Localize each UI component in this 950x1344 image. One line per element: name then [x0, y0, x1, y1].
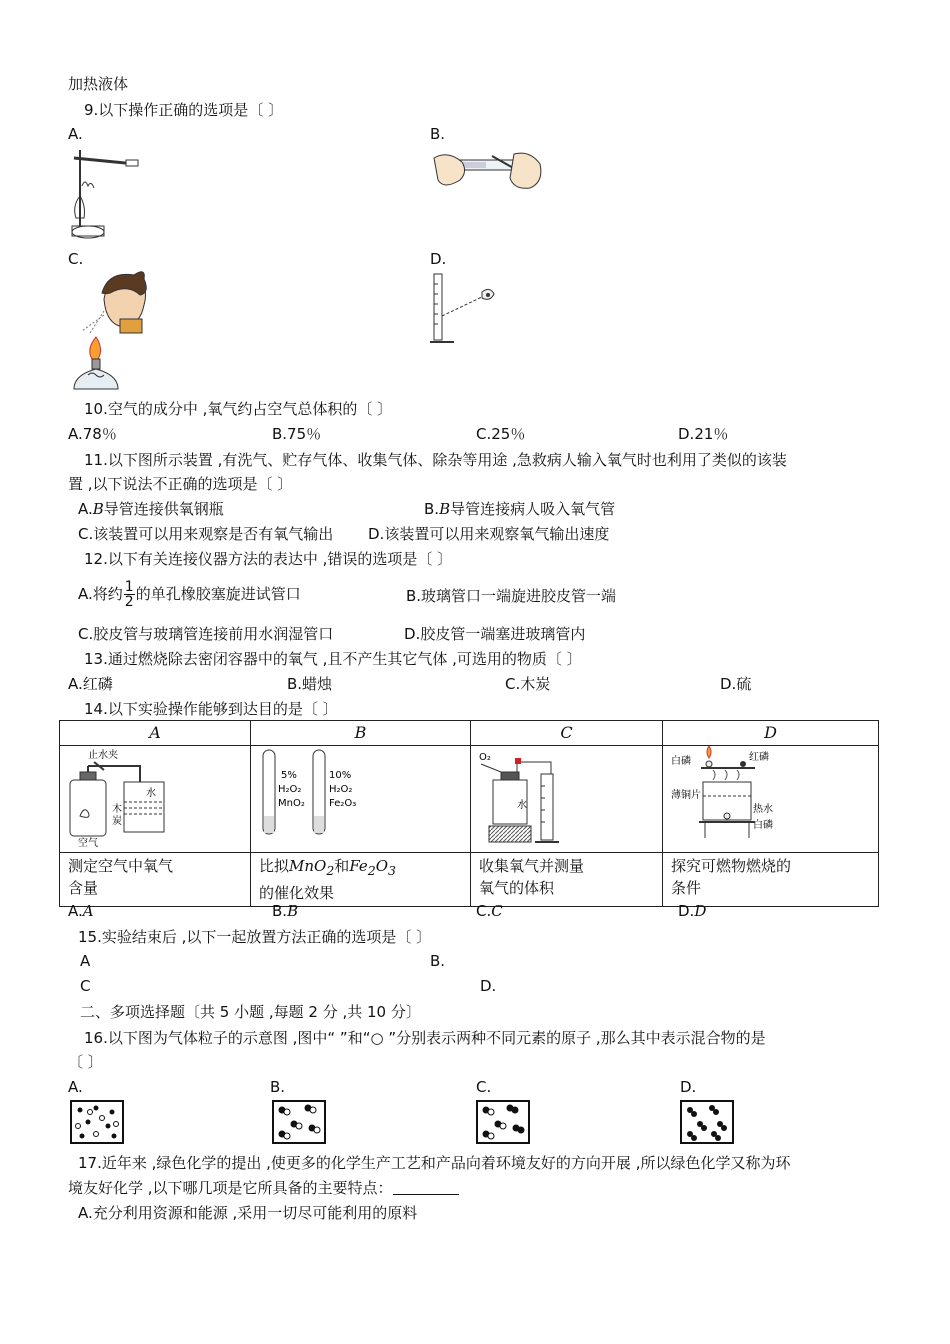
q14-d-white-phosphorus-label-2: 白磷: [753, 820, 773, 831]
q9-option-d-label: D.: [430, 250, 447, 268]
q16-option-d-label: D.: [680, 1078, 697, 1096]
q10-option-d: D.21％: [678, 425, 729, 443]
q14-b-h2o2-label-1: H₂O₂: [278, 784, 302, 795]
q14-table: [59, 720, 879, 907]
q14-b-pct-1: 5%: [281, 770, 297, 781]
q14-a-char-label-2: 炭: [112, 816, 122, 827]
q16-option-b-label: B.: [270, 1078, 286, 1096]
q13-stem: 13.通过燃烧除去密闭容器中的氧气 ,且不产生其它气体 ,可选用的物质〔 〕: [84, 650, 582, 668]
q14-b-fe2o3-label: Fe₂O₃: [329, 798, 357, 809]
q9-option-c-label: C.: [68, 250, 84, 268]
q14-b-mno2-label: MnO₂: [278, 798, 305, 809]
q14-c-water-label: 水: [517, 800, 527, 811]
q17-stem-line2: 境友好化学 ,以下哪几项是它所具备的主要特点：: [68, 1178, 459, 1198]
q14-desc-c: 收集氧气并测量 氧气的体积: [471, 853, 663, 907]
q15-option-b: B.: [430, 952, 446, 970]
q12-option-b: B.玻璃管口一端旋进胶皮管一端: [406, 587, 617, 605]
q12-stem: 12.以下有关连接仪器方法的表达中 ,错误的选项是〔 〕: [84, 550, 453, 568]
q14-stem: 14.以下实验操作能够到达目的是〔 〕: [84, 700, 338, 718]
q14-header-b: B: [251, 721, 471, 746]
q11-option-c: C.该装置可以用来观察是否有氧气输出: [78, 525, 334, 543]
q14-a-figure-oxygen-measure: [60, 746, 250, 848]
q9-c-figure-blow-out-lamp: [68, 271, 150, 391]
q15-option-d: D.: [480, 977, 497, 995]
q14-b-pct-2: 10%: [329, 770, 352, 781]
q14-option-c: C.C: [476, 902, 503, 920]
q9-stem: 9.以下操作正确的选项是〔 〕: [84, 101, 284, 119]
q14-a-air-label: 空气: [78, 838, 98, 848]
q16-c-particle-box: [476, 1100, 530, 1144]
q9-b-figure-test-tube-hands: [432, 148, 544, 198]
q9-option-b-label: B.: [430, 125, 446, 143]
q17-stem-line1: 17.近年来 ,绿色化学的提出 ,使更多的化学生产工艺和产品向着环境友好的方向开展 ,所以绿色化学又称为环: [78, 1154, 791, 1172]
q15-stem: 15.实验结束后 ,以下一起放置方法正确的选项是〔 〕: [78, 928, 432, 946]
q10-option-a: A.78％: [68, 425, 117, 443]
q14-d-figure-combustion: [663, 746, 878, 848]
q11-stem-line1: 11.以下图所示装置 ,有洗气、贮存气体、收集气体、除杂等用途 ,急救病人输入氧气时也利用了类似的该装: [84, 451, 787, 469]
q14-option-b: B.B: [272, 902, 299, 920]
q12-fraction: $\frac{1}{2}$: [124, 579, 134, 610]
q14-figure-cell-b: [251, 746, 471, 853]
q15-option-c: C: [80, 977, 91, 995]
q14-d-red-phosphorus-label: 红磷: [749, 752, 769, 763]
q14-c-figure-collect-oxygen: [471, 746, 662, 848]
q10-option-c: C.25％: [476, 425, 526, 443]
q14-figure-cell-a: [60, 746, 251, 853]
q16-stem-line1: 16.以下图为气体粒子的示意图 ,图中“ ”和“○ ”分别表示两种不同元素的原子 ,那么其中表示混合物的是: [84, 1029, 766, 1047]
q16-d-particle-box: [680, 1100, 734, 1144]
q16-option-c-label: C.: [476, 1078, 492, 1096]
q17-option-a: A.充分利用资源和能源 ,采用一切尽可能利用的原料: [78, 1204, 418, 1222]
q16-a-particle-box: [70, 1100, 124, 1144]
q11-option-a: A.B导管连接供氧钢瓶: [78, 500, 224, 518]
q11-stem-line2: 置 ,以下说法不正确的选项是〔 〕: [68, 475, 293, 493]
q14-d-copper-label: 薄铜片: [671, 790, 701, 801]
q17-answer-blank[interactable]: [393, 1180, 459, 1195]
q9-a-figure-burner-stand: [68, 146, 146, 242]
q11-option-d: D.该装置可以用来观察氧气输出速度: [368, 525, 610, 543]
q13-option-b: B.蜡烛: [287, 675, 333, 693]
q14-desc-d: 探究可燃物燃烧的 条件: [663, 853, 879, 907]
q14-d-white-phosphorus-label-1: 白磷: [671, 756, 691, 767]
q14-figure-cell-c: [471, 746, 663, 853]
q16-option-a-label: A.: [68, 1078, 83, 1096]
q12-option-c: C.胶皮管与玻璃管连接前用水润湿管口: [78, 625, 334, 643]
q14-desc-a: 测定空气中氧气 含量: [60, 853, 251, 907]
q14-header-c: C: [471, 721, 663, 746]
q9-d-figure-graduated-cylinder: [430, 272, 500, 348]
q14-header-a: A: [60, 721, 251, 746]
q16-b-particle-box: [272, 1100, 326, 1144]
q13-option-c: C.木炭: [505, 675, 551, 693]
q9-option-a-label: A.: [68, 125, 83, 143]
q13-option-a: A.红磷: [68, 675, 113, 693]
q14-a-water-label: 水: [146, 788, 156, 799]
q14-desc-b: 比拟MnO$_2$和$Fe_2O_3$ 的催化效果: [251, 853, 471, 907]
q16-stem-line2: 〔 〕: [68, 1053, 103, 1071]
q15-option-a: A: [80, 952, 91, 970]
q14-header-d: D: [663, 721, 879, 746]
intro-text: 加热液体: [68, 75, 129, 93]
q14-a-clip-label: 止水夹: [88, 750, 118, 761]
section-2-title: 二、多项选择题〔共 5 小题 ,每题 2 分 ,共 10 分〕: [80, 1003, 421, 1021]
q11-option-b: B.B导管连接病人吸入氧气管: [424, 500, 616, 518]
q14-figure-cell-d: [663, 746, 879, 853]
q14-b-figure-catalyst-tubes: [251, 746, 470, 848]
q14-d-hot-water-label: 热水: [753, 804, 773, 815]
q12-option-a: A.将约 $\frac{1}{2}$ 的单孔橡胶塞旋进试管口: [78, 579, 301, 610]
q10-stem: 10.空气的成分中 ,氧气约占空气总体积的〔 〕: [84, 400, 393, 418]
q14-c-o2-label: O₂: [479, 752, 491, 763]
q14-option-d: D.D: [678, 902, 707, 920]
q12-option-d: D.胶皮管一端塞进玻璃管内: [404, 625, 586, 643]
q14-a-char-label-1: 木: [112, 804, 122, 815]
q13-option-d: D.硫: [720, 675, 752, 693]
q10-option-b: B.75％: [272, 425, 322, 443]
q14-b-h2o2-label-2: H₂O₂: [329, 784, 353, 795]
q14-option-a: A.A: [68, 902, 94, 920]
